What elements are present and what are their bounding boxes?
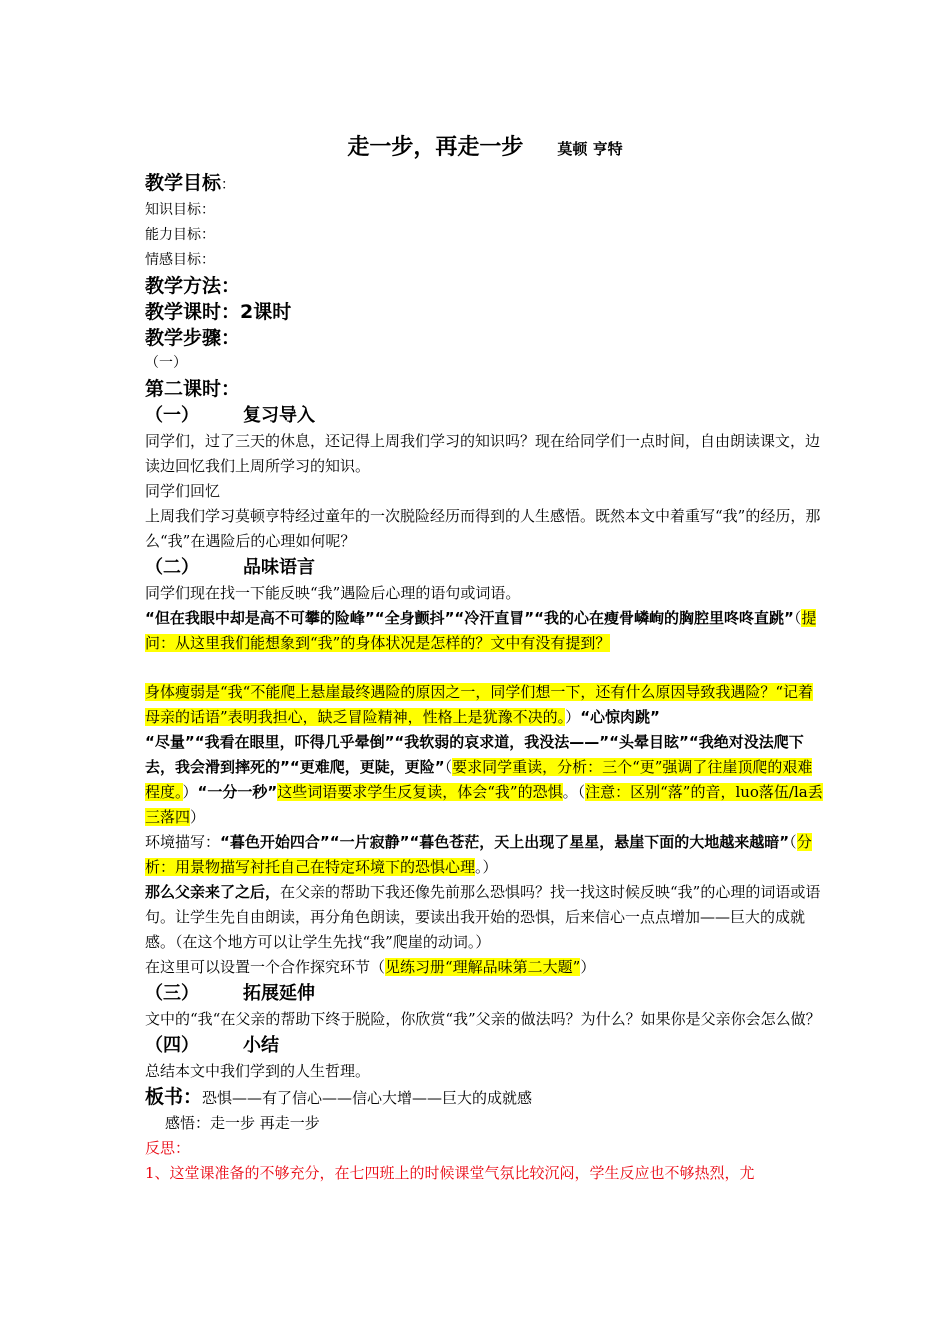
paragraph-recall: 同学们回忆 [145, 482, 221, 500]
goal-emotion: 情感目标： [145, 252, 215, 268]
goals-heading: 教学目标： [145, 172, 236, 194]
goal-ability: 能力目标： [145, 227, 215, 243]
hours-heading: 教学课时：2课时 [145, 301, 292, 323]
board-insight: 感悟：走一步 再走一步 [165, 1114, 320, 1132]
lesson-plan-page [145, 130, 825, 1186]
steps-heading: 教学步骤： [145, 327, 241, 349]
section-extension: （三） 拓展延伸 [145, 983, 315, 1004]
reflection-line: 1、这堂课准备的不够充分，在七四班上的时候课堂气氛比较沉闷，学生反应也不够热烈，尤 [145, 1164, 755, 1182]
highlight-question: 提问：从这里我们能想象到“我”的身体状况是怎样的？文中有没有提到？ [145, 609, 817, 652]
paragraph-quotes: “但在我眼中却是高不可攀的险峰”“全身颤抖”“冷汗直冒”“我的心在瘦骨嶙峋的胸腔里咚咚直跳”（提问：从这里我们能想象到“我”的身体状况是怎样的？文中有没有提到？ [145, 609, 817, 652]
section-summary: （四） 小结 [145, 1035, 279, 1056]
section-review: （一） 复习导入 [145, 405, 315, 426]
section-language: （二） 品味语言 [145, 557, 315, 578]
paragraph-analysis: 身体瘦弱是“我“不能爬上悬崖最终遇险的原因之一，同学们想一下，还有什么原因导致我遇险？“记着母亲的话语”表明我担心，缺乏冒险精神，性格上是犹豫不决的。）“心惊肉跳” [145, 683, 814, 726]
method-heading: 教学方法： [145, 275, 241, 297]
paragraph-cooperation: 在这里可以设置一个合作探究环节（见练习册“理解品味第二大题”） [145, 958, 596, 976]
paragraph-father: 那么父亲来了之后，在父亲的帮助下我还像先前那么恐惧吗？找一找这时候反映“我”的心理的词语或语句。让学生先自由朗读，再分角色朗读，要读出我开始的恐惧，后来信心一点点增加——巨大的成就感。（在这个地方可以让学生先找“我”爬崖的动词。） [145, 883, 821, 951]
document-title [145, 130, 825, 166]
lesson-two-heading: 第二课时： [145, 378, 241, 400]
highlight-analysis: 身体瘦弱是“我“不能爬上悬崖最终遇险的原因之一，同学们想一下，还有什么原因导致我遇险？“记着母亲的话语”表明我担心，缺乏冒险精神，性格上是犹豫不决的。 [145, 683, 814, 726]
step-one: （一） [145, 355, 187, 371]
paragraph-find: 同学们现在找一下能反映“我”遇险后心理的语句或词语。 [145, 584, 521, 602]
title-author: 莫顿 亨特 [557, 140, 623, 158]
paragraph-summary: 上周我们学习莫顿亨特经过童年的一次脱险经历而得到的人生感悟。既然本文中着重写“我”的经历，那么“我”在遇险后的心理如何呢？ [145, 507, 821, 550]
title-main: 走一步，再走一步 [347, 135, 524, 160]
goal-knowledge: 知识目标： [145, 202, 215, 218]
paragraph-conclusion: 总结本文中我们学到的人生哲理。 [145, 1062, 371, 1080]
paragraph-extension: 文中的“我“在父亲的帮助下终于脱险，你欣赏“我”父亲的做法吗？为什么？如果你是父亲你会怎么做？ [145, 1010, 821, 1028]
reflection-label: 反思： [145, 1139, 191, 1157]
paragraph-intro: 同学们，过了三天的休息，还记得上周我们学习的知识吗？现在给同学们一点时间，自由朗读课文，边读边回忆我们上周所学习的知识。 [145, 432, 821, 475]
paragraph-quotes-2: “尽量”“我看在眼里，吓得几乎晕倒”“我软弱的哀求道，我没法——”“头晕目眩”“我绝对没法爬下去，我会滑到摔死的”“更难爬，更陡，更险”（要求同学重读，分析：三个“更”强调了往崖顶爬的艰难程度。）“一分一秒”这些词语要求学生反复读，体会“我”的恐惧。（注意：区别“落”的音，luo落伍/la丢三落四） [145, 733, 823, 826]
board-writing: 板书：恐惧——有了信心——信心大增——巨大的成就感 [145, 1086, 533, 1108]
paragraph-environment: 环境描写：“暮色开始四合”“一片寂静”“暮色苍茫，天上出现了星星，悬崖下面的大地越来越暗”（分析：用景物描写衬托自己在特定环境下的恐惧心理。） [145, 833, 812, 876]
